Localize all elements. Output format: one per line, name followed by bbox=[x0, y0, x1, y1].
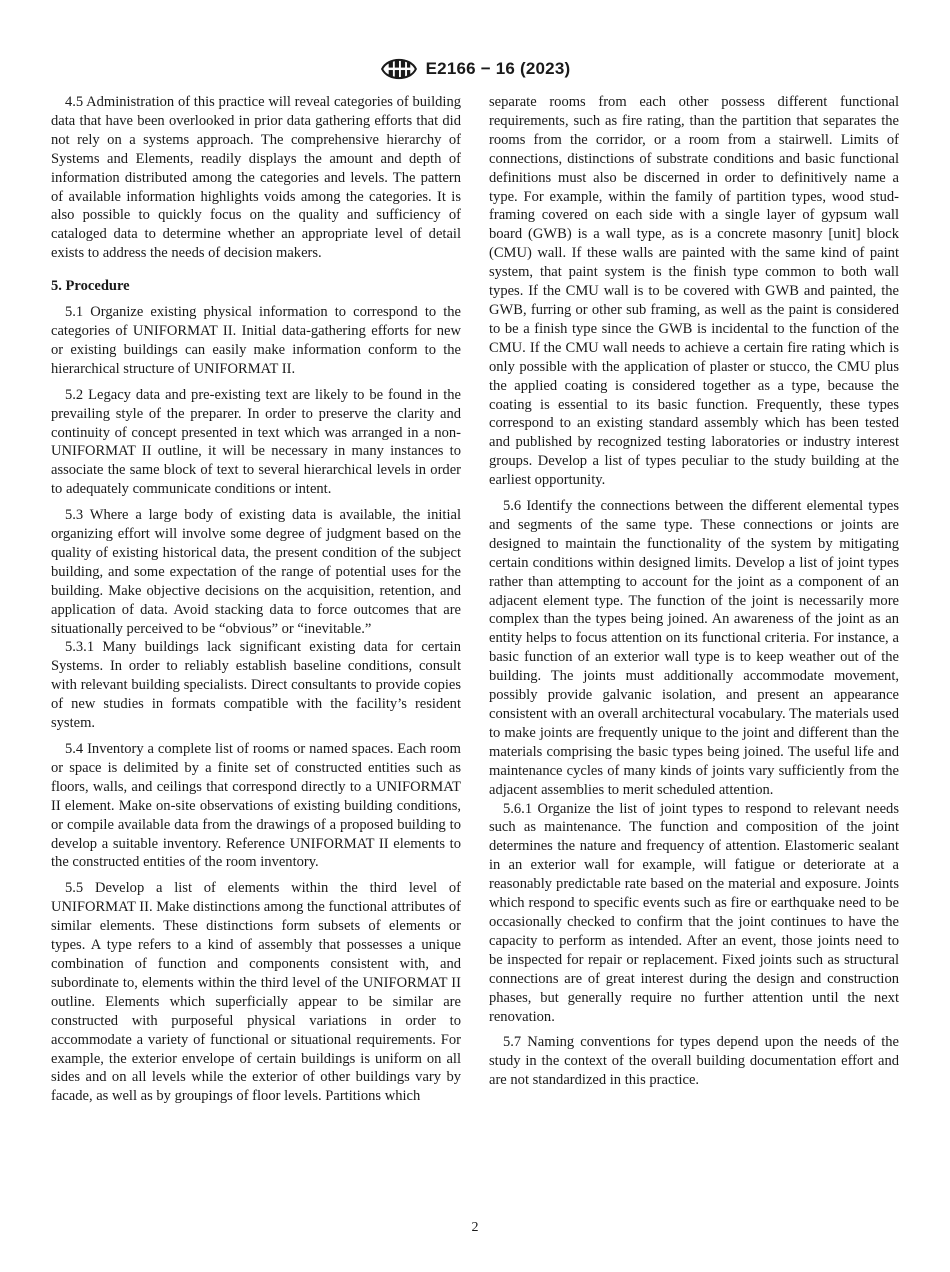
paragraph-5-2: 5.2 Legacy data and pre-existing text are likely to be found in the prevailing style of the preparer. In order to preserve the clarity and continuity of concept presented in text which was arranged in a non-UNIFORMAT II outline, it will be necessary in many instances to associate the same block of text to several hierarchical levels in order to adequately communicate conditions or intent. bbox=[51, 386, 461, 498]
left-column bbox=[51, 93, 461, 1113]
section-heading-procedure: 5. Procedure bbox=[51, 278, 130, 295]
paragraph-5-6: 5.6 Identify the connections between the different elemental types and segments of the same type. These connections or joints are designed to maintain the functionality of the system by mitigating certain conditions within designed limits. Develop a list of joint types rather than attempting to account for the joint as a component of an adjacent element type. The function of the joint is necessarily more complex than the types being joined. An awareness of the joint as an entity helps to focus attention on its functional criteria. For instance, a basic function of an exterior wall type is to keep weather out of the building. The joints must additionally accommodate movement, possibly provide galvanic isolation, and present an appearance consistent with an overall architectural vocabulary. The materials used to make joints are frequently unique to the joint and different than the materials comprising the basic types being joined. The useful life and maintenance cycles of many kinds of joints vary sufficiently from the adjacent assemblies to merit scheduled attention. bbox=[489, 498, 899, 798]
paragraph-5-5-continued: separate rooms from each other possess different functional requirements, such as fire rating, than the partition that separates the rooms from the corridor, or a room from a stairwell. Limits of connections, distinctions of substrate conditions and basic functional definitions must also be discerned in order to definitively name a type. For example, within the family of partition types, wood stud-framing covered on each side with a single layer of gypsum wall board (GWB) is a wall type, as is a concrete masonry [unit] block (CMU) wall. If these walls are painted with the same kind of paint system, that paint system is the finish type common to both wall types. If the CMU wall is to be covered with GWB and painted, the GWB, furring or other sub framing, as well as the paint is considered to be a finish type since the GWB is incidental to the function of the CMU. If the CMU wall needs to achieve a certain fire rating which is only possible with the application of plaster or stucco, the CMU plus the applied coating is considered together as a type, because the coating is essential to its basic function. Frequently, these types correspond to an existing standard assembly which has been tested and published by recognized testing laboratories or industry interest groups. Develop a list of types peculiar to the study building at the earliest opportunity. bbox=[489, 94, 899, 489]
paragraph-5-7: 5.7 Naming conventions for types depend upon the needs of the study in the context of the overall building documentation effort and are not standardized in this practice. bbox=[489, 1034, 899, 1089]
paragraph-5-5: 5.5 Develop a list of elements within the third level of UNIFORMAT II. Make distinctions among the functional attributes of similar elements. These distinctions form subsets of elements or types. A type refers to a kind of assembly that possesses a unique combination of function and components consistent with, and subordinate to, elements within the third level of the UNIFORMAT II outline. Elements which superficially appear to be similar are constructed with purposeful physical variations in order to accommodate a variety of functional or situational requirements. For example, the exterior envelope of certain buildings is uniform on all sides and on all levels while the exterior of other buildings vary by facade, as well as by groupings of floor levels. Partitions which bbox=[51, 880, 461, 1105]
paragraph-4-5: 4.5 Administration of this practice will reveal categories of building data that have been overlooked in prior data gathering efforts that did not rely on a systems approach. The comprehensive hierarchy of Systems and Elements, readily displays the amount and depth of information distributed among the categories and levels. The pattern of available information highlights voids among the categories. It is also possible to quickly focus on the quality and sufficiency of cataloged data to determine whether an appropriate level of detail exists to address the needs of decision makers. bbox=[51, 94, 461, 262]
paragraph-5-1: 5.1 Organize existing physical information to correspond to the categories of UNIFORMAT II. Initial data-gathering efforts for new or existing buildings can easily make information conform to the hierarchical structure of UNIFORMAT II. bbox=[51, 304, 461, 377]
paragraph-5-3-1: 5.3.1 Many buildings lack significant existing data for certain Systems. In order to reliably establish baseline conditions, consult with relevant building specialists. Direct consultants to provide copies of new studies in formats compatible with the facility’s resident system. bbox=[51, 639, 461, 732]
paragraph-5-6-1: 5.6.1 Organize the list of joint types to respond to relevant needs such as maintenance. The function and composition of the joint determines the nature and frequency of attention. Elastomeric sealant in an exterior wall for example, will fatigue or deteriorate at a reasonably predictable rate based on the material and exposure. Joints which respond to specific events such as fire or earthquake need to be occasionally checked to confirm that the joint continues to have the capacity to perform as intended. After an event, those joints need to be inspected for repair or replacement. Fixed joints such as structural connections are of great interest during the design and construction phases, but generally require no further attention until the next renovation. bbox=[489, 800, 899, 1025]
paragraph-5-4: 5.4 Inventory a complete list of rooms or named spaces. Each room or space is delimited by a finite set of constructed entities such as floors, walls, and ceilings that correspond directly to a UNIFORMAT II element. Make on-site observations of existing building conditions, or compile available data from the drawings of a proposed building to develop a suitable inventory. Reference UNIFORMAT II elements to the constructed entities of the room inventory. bbox=[51, 741, 461, 871]
standard-designation: E2166 − 16 (2023) bbox=[425, 59, 571, 78]
paragraph-5-3: 5.3 Where a large body of existing data is available, the initial organizing effort will involve some degree of judgment based on the quality of existing historical data, the present condition of the subject building, and some expectation of the range of potential uses for the building. Make objective decisions on the acquisition, retention, and application of data. Avoid stacking data to force outcomes that are situationally perceived to be “obvious” or “inevitable.” bbox=[51, 507, 461, 637]
page-header bbox=[0, 52, 950, 86]
right-column bbox=[489, 93, 899, 1097]
astm-logo-icon bbox=[380, 54, 418, 84]
page-number: 2 bbox=[471, 1220, 479, 1235]
